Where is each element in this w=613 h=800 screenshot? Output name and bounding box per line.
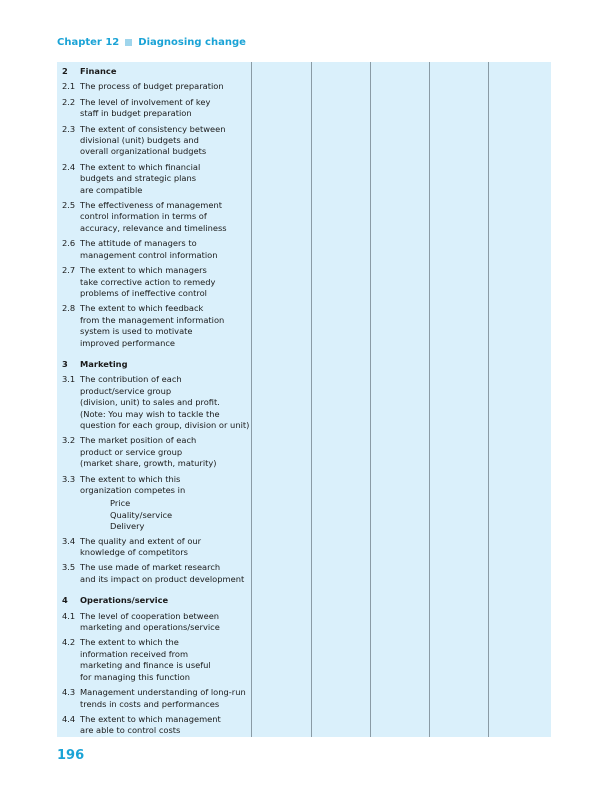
criterion-text: The process of budget preparation	[80, 81, 224, 92]
column-divider	[311, 62, 312, 737]
criterion-number: 3.4	[62, 535, 76, 546]
criterion-text: The contribution of each product/service group (division, unit) to sales and profit. (Note: You may wish to tackle the question for each group, division or unit)	[80, 374, 250, 430]
criterion-row	[62, 637, 252, 683]
section-heading	[62, 595, 252, 606]
criterion-row	[62, 536, 252, 559]
criterion-row	[62, 97, 252, 120]
criterion-text: The attitude of managers to management control information	[80, 238, 218, 260]
criterion-number: 4.4	[62, 713, 76, 724]
criterion-text: The extent to which the information received from marketing and finance is useful for managing this function	[80, 637, 211, 682]
criterion-number: 4.3	[62, 687, 76, 698]
chapter-label: Chapter 12	[57, 37, 120, 48]
criterion-text: The effectiveness of management control information in terms of accuracy, relevance and timeliness	[80, 200, 227, 233]
criterion-row	[62, 265, 252, 299]
criterion-number: 2.4	[62, 161, 76, 172]
running-head	[57, 37, 246, 48]
criterion-row	[62, 124, 252, 158]
criterion-text: The extent to which management are able to control costs	[80, 713, 221, 736]
section-title: Marketing	[80, 358, 128, 369]
criterion-number: 2.1	[62, 81, 76, 92]
criterion-number: 3.5	[62, 562, 76, 573]
criterion-row	[62, 200, 252, 234]
section-number: 3	[62, 358, 68, 369]
criterion-text: The use made of market research and its impact on product development	[80, 562, 245, 584]
criterion-row	[62, 162, 252, 196]
assessment-table	[57, 62, 551, 737]
chapter-title: Diagnosing change	[138, 37, 246, 48]
criterion-row	[62, 687, 252, 710]
criterion-number: 4.1	[62, 610, 76, 621]
sub-option: Quality/service	[110, 509, 173, 520]
section-title: Finance	[80, 66, 117, 76]
criterion-text: The market position of each product or service group (market share, growth, maturity)	[80, 435, 217, 469]
criterion-number: 2.2	[62, 96, 76, 107]
separator-square-icon	[125, 39, 132, 46]
sub-option: Delivery	[110, 521, 145, 532]
criterion-number: 2.7	[62, 265, 76, 276]
section-number: 4	[62, 595, 68, 606]
criterion-text: The extent to which managers take corrective action to remedy problems of ineffective control	[80, 265, 216, 298]
criterion-text: Management understanding of long-run trends in costs and performances	[80, 687, 246, 709]
criterion-number: 2.3	[62, 123, 76, 134]
section-number: 2	[62, 66, 68, 76]
criterion-row	[62, 562, 252, 585]
column-divider	[488, 62, 489, 737]
criterion-number: 2.8	[62, 303, 76, 314]
criterion-text: The level of cooperation between marketing and operations/service	[80, 610, 220, 633]
criteria-list	[62, 66, 252, 741]
criterion-number: 4.2	[62, 637, 76, 648]
criterion-number: 3.3	[62, 473, 76, 484]
criterion-row	[62, 238, 252, 261]
criterion-number: 2.6	[62, 238, 76, 249]
criterion-row	[62, 81, 252, 92]
criterion-row	[62, 435, 252, 469]
criterion-text: The extent to which financial budgets and strategic plans are compatible	[80, 161, 201, 195]
criterion-row	[62, 374, 252, 431]
column-divider	[370, 62, 371, 737]
criterion-row	[62, 611, 252, 634]
criterion-text: The extent of consistency between divisional (unit) budgets and overall organizational budgets	[80, 123, 226, 157]
criterion-number: 3.2	[62, 435, 76, 446]
criterion-text: The level of involvement of key staff in budget preparation	[80, 96, 211, 119]
sub-options	[62, 498, 252, 532]
section-title: Operations/service	[80, 595, 169, 606]
criterion-text: The quality and extent of our knowledge of competitors	[80, 535, 202, 558]
criterion-row	[62, 474, 252, 497]
criterion-number: 2.5	[62, 200, 76, 211]
criterion-text: The extent to which feedback from the management information system is used to motivate improved performance	[80, 303, 225, 348]
criterion-row	[62, 714, 252, 737]
section-heading	[62, 66, 252, 77]
column-divider	[429, 62, 430, 737]
page-number: 196	[57, 748, 85, 763]
sub-option: Price	[110, 498, 131, 509]
criterion-number: 3.1	[62, 374, 76, 385]
criterion-row	[62, 303, 252, 349]
section-heading	[62, 359, 252, 370]
criterion-text: The extent to which this organization competes in	[80, 473, 186, 495]
